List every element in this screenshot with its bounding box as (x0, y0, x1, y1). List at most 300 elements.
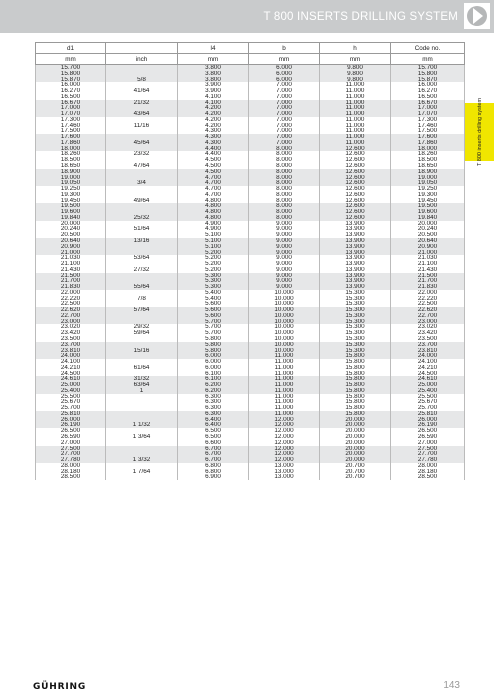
cell-code: 18.000 (391, 146, 465, 152)
cell-b: 11.000 (249, 382, 320, 388)
cell-h: 20.000 (320, 440, 391, 446)
cell-l4: 6.300 (178, 405, 249, 411)
cell-d1: 15.700 (36, 65, 106, 71)
cell-code: 20.900 (391, 244, 465, 250)
cell-code: 25.670 (391, 399, 465, 405)
cell-d1: 16.000 (36, 82, 106, 88)
cell-inch: 31/32 (106, 376, 178, 382)
cell-l4: 4.800 (178, 203, 249, 209)
cell-h: 15.300 (320, 348, 391, 354)
cell-h: 15.300 (320, 330, 391, 336)
cell-b: 10.000 (249, 290, 320, 296)
cell-inch: 21/32 (106, 100, 178, 106)
cell-d1: 20.240 (36, 226, 106, 232)
cell-d1: 23.420 (36, 330, 106, 336)
cell-h: 13.900 (320, 267, 391, 273)
cell-code: 21.830 (391, 284, 465, 290)
cell-l4: 6.700 (178, 457, 249, 463)
cell-d1: 26.590 (36, 434, 106, 440)
cell-d1: 26.500 (36, 428, 106, 434)
cell-h: 15.300 (320, 307, 391, 313)
cell-b: 12.000 (249, 417, 320, 423)
cell-l4: 4.200 (178, 123, 249, 129)
cell-l4: 5.800 (178, 336, 249, 342)
cell-d1: 24.210 (36, 365, 106, 371)
cell-l4: 5.800 (178, 342, 249, 348)
cell-l4: 6.500 (178, 428, 249, 434)
cell-d1: 22.620 (36, 307, 106, 313)
cell-d1: 23.000 (36, 319, 106, 325)
cell-b: 9.000 (249, 221, 320, 227)
cell-h: 11.000 (320, 111, 391, 117)
cell-code: 26.190 (391, 422, 465, 428)
cell-code: 17.070 (391, 111, 465, 117)
cell-d1: 17.600 (36, 134, 106, 140)
cell-code: 19.000 (391, 175, 465, 181)
cell-h: 20.700 (320, 469, 391, 475)
cell-d1: 22.700 (36, 313, 106, 319)
cell-h: 15.800 (320, 353, 391, 359)
footer-logo: GÜHRING (33, 682, 87, 692)
col-header-inch (106, 43, 178, 54)
cell-b: 10.000 (249, 307, 320, 313)
cell-code: 28.500 (391, 474, 465, 480)
cell-h: 15.800 (320, 411, 391, 417)
cell-inch: 43/64 (106, 111, 178, 117)
cell-d1: 26.000 (36, 417, 106, 423)
cell-code: 22.700 (391, 313, 465, 319)
cell-h: 15.800 (320, 359, 391, 365)
cell-d1: 24.610 (36, 376, 106, 382)
cell-code: 21.500 (391, 273, 465, 279)
cell-d1: 23.500 (36, 336, 106, 342)
cell-h: 12.600 (320, 157, 391, 163)
cell-h: 11.000 (320, 128, 391, 134)
cell-d1: 28.500 (36, 474, 106, 480)
unit-code: mm (391, 54, 465, 65)
cell-d1: 18.260 (36, 151, 106, 157)
cell-code: 21.430 (391, 267, 465, 273)
cell-code: 19.050 (391, 180, 465, 186)
cell-b: 9.000 (249, 226, 320, 232)
cell-code: 27.000 (391, 440, 465, 446)
cell-code: 17.860 (391, 140, 465, 146)
cell-inch: 61/64 (106, 365, 178, 371)
cell-b: 12.000 (249, 451, 320, 457)
cell-h: 11.000 (320, 88, 391, 94)
cell-inch: 53/64 (106, 255, 178, 261)
cell-code: 16.270 (391, 88, 465, 94)
cell-code: 19.840 (391, 215, 465, 221)
cell-inch: 55/64 (106, 284, 178, 290)
cell-code: 26.500 (391, 428, 465, 434)
cell-code: 24.500 (391, 371, 465, 377)
cell-b: 11.000 (249, 411, 320, 417)
cell-l4: 5.100 (178, 232, 249, 238)
cell-h: 13.900 (320, 278, 391, 284)
cell-d1: 18.500 (36, 157, 106, 163)
cell-code: 20.640 (391, 238, 465, 244)
cell-code: 19.250 (391, 186, 465, 192)
col-header-h: h (320, 43, 391, 54)
cell-code: 17.500 (391, 128, 465, 134)
page-number: 143 (443, 680, 460, 691)
cell-b: 12.000 (249, 440, 320, 446)
cell-l4: 6.900 (178, 474, 249, 480)
cell-d1: 25.000 (36, 382, 106, 388)
cell-h: 13.900 (320, 244, 391, 250)
unit-h: mm (320, 54, 391, 65)
cell-l4: 6.300 (178, 411, 249, 417)
cell-b: 10.000 (249, 313, 320, 319)
cell-b: 8.000 (249, 151, 320, 157)
cell-l4: 6.500 (178, 434, 249, 440)
cell-l4: 4.400 (178, 151, 249, 157)
inserts-table (35, 42, 465, 480)
cell-inch: 23/32 (106, 151, 178, 157)
cell-b: 9.000 (249, 238, 320, 244)
cell-code: 24.000 (391, 353, 465, 359)
table-row (36, 474, 465, 480)
cell-d1: 27.500 (36, 446, 106, 452)
cell-h: 15.300 (320, 336, 391, 342)
cell-d1: 19.050 (36, 180, 106, 186)
cell-l4: 4.800 (178, 215, 249, 221)
unit-b: mm (249, 54, 320, 65)
cell-h: 9.800 (320, 77, 391, 83)
cell-h: 11.000 (320, 105, 391, 111)
cell-l4: 3.900 (178, 88, 249, 94)
cell-l4: 5.700 (178, 319, 249, 325)
cell-code: 25.810 (391, 411, 465, 417)
cell-l4: 5.600 (178, 301, 249, 307)
cell-d1: 20.640 (36, 238, 106, 244)
col-header-l4: l4 (178, 43, 249, 54)
cell-l4: 5.700 (178, 330, 249, 336)
cell-code: 24.100 (391, 359, 465, 365)
cell-h: 13.900 (320, 255, 391, 261)
cell-inch: 5/8 (106, 77, 178, 83)
cell-code: 23.020 (391, 324, 465, 330)
cell-b: 8.000 (249, 146, 320, 152)
cell-b: 7.000 (249, 82, 320, 88)
cell-d1: 21.100 (36, 261, 106, 267)
cell-h: 15.300 (320, 290, 391, 296)
cell-d1: 19.500 (36, 203, 106, 209)
cell-h: 12.600 (320, 209, 391, 215)
cell-h: 11.000 (320, 123, 391, 129)
cell-l4: 6.300 (178, 394, 249, 400)
cell-h: 13.900 (320, 221, 391, 227)
cell-b: 11.000 (249, 365, 320, 371)
cell-l4: 6.100 (178, 376, 249, 382)
cell-h: 20.000 (320, 451, 391, 457)
cell-d1: 19.840 (36, 215, 106, 221)
cell-code: 26.000 (391, 417, 465, 423)
cell-b: 9.000 (249, 267, 320, 273)
cell-l4: 6.200 (178, 382, 249, 388)
cell-inch: 1 1/32 (106, 422, 178, 428)
cell-b: 8.000 (249, 169, 320, 175)
cell-code: 21.030 (391, 255, 465, 261)
cell-d1: 17.070 (36, 111, 106, 117)
cell-inch: 3/4 (106, 180, 178, 186)
cell-code: 19.500 (391, 203, 465, 209)
cell-code: 21.100 (391, 261, 465, 267)
cell-h: 20.000 (320, 434, 391, 440)
cell-h: 12.600 (320, 175, 391, 181)
cell-l4: 6.800 (178, 469, 249, 475)
cell-l4: 4.700 (178, 180, 249, 186)
cell-l4: 4.700 (178, 175, 249, 181)
cell-code: 21.000 (391, 250, 465, 256)
cell-l4: 6.800 (178, 463, 249, 469)
cell-code: 25.700 (391, 405, 465, 411)
cell-b: 6.000 (249, 77, 320, 83)
cell-h: 15.800 (320, 382, 391, 388)
cell-d1: 17.500 (36, 128, 106, 134)
cell-b: 12.000 (249, 434, 320, 440)
cell-b: 11.000 (249, 388, 320, 394)
cell-h: 20.700 (320, 474, 391, 480)
cell-b: 7.000 (249, 134, 320, 140)
cell-code: 26.590 (391, 434, 465, 440)
cell-inch: 29/32 (106, 324, 178, 330)
cell-code: 23.000 (391, 319, 465, 325)
cell-inch: 47/64 (106, 163, 178, 169)
cell-b: 10.000 (249, 330, 320, 336)
cell-code: 23.420 (391, 330, 465, 336)
unit-row (36, 54, 465, 65)
cell-l4: 5.200 (178, 250, 249, 256)
cell-b: 7.000 (249, 105, 320, 111)
cell-l4: 5.400 (178, 290, 249, 296)
cell-inch: 11/16 (106, 123, 178, 129)
cell-d1: 28.180 (36, 469, 106, 475)
cell-inch: 51/64 (106, 226, 178, 232)
cell-inch: 27/32 (106, 267, 178, 273)
cell-d1: 19.000 (36, 175, 106, 181)
cell-d1: 25.810 (36, 411, 106, 417)
cell-l4: 4.200 (178, 117, 249, 123)
cell-inch: 49/64 (106, 198, 178, 204)
cell-l4: 5.300 (178, 273, 249, 279)
cell-b: 10.000 (249, 342, 320, 348)
cell-b: 9.000 (249, 255, 320, 261)
cell-b: 8.000 (249, 203, 320, 209)
cell-d1: 16.670 (36, 100, 106, 106)
cell-h: 12.600 (320, 151, 391, 157)
cell-b: 8.000 (249, 180, 320, 186)
header-row (36, 43, 465, 54)
cell-code: 28.000 (391, 463, 465, 469)
cell-d1: 25.400 (36, 388, 106, 394)
cell-h: 15.300 (320, 324, 391, 330)
cell-d1: 21.500 (36, 273, 106, 279)
cell-inch: 57/64 (106, 307, 178, 313)
col-header-b: b (249, 43, 320, 54)
cell-l4: 5.200 (178, 255, 249, 261)
cell-h: 20.000 (320, 422, 391, 428)
cell-b: 11.000 (249, 376, 320, 382)
cell-code: 18.260 (391, 151, 465, 157)
cell-d1: 25.700 (36, 405, 106, 411)
cell-l4: 4.100 (178, 100, 249, 106)
cell-inch: 1 7/64 (106, 469, 178, 475)
cell-l4: 5.200 (178, 267, 249, 273)
cell-d1: 22.000 (36, 290, 106, 296)
cell-code: 18.900 (391, 169, 465, 175)
cell-d1: 25.500 (36, 394, 106, 400)
unit-l4: mm (178, 54, 249, 65)
cell-l4: 3.800 (178, 71, 249, 77)
cell-h: 15.300 (320, 313, 391, 319)
cell-l4: 5.700 (178, 324, 249, 330)
cell-inch: 1 3/32 (106, 457, 178, 463)
cell-l4: 6.400 (178, 422, 249, 428)
cell-code: 16.670 (391, 100, 465, 106)
cell-l4: 6.400 (178, 417, 249, 423)
cell-b: 7.000 (249, 140, 320, 146)
cell-l4: 6.000 (178, 353, 249, 359)
cell-b: 11.000 (249, 405, 320, 411)
cell-l4: 5.800 (178, 348, 249, 354)
cell-b: 8.000 (249, 198, 320, 204)
cell-d1: 18.900 (36, 169, 106, 175)
cell-l4: 5.100 (178, 244, 249, 250)
cell-code: 27.700 (391, 451, 465, 457)
cell-h: 11.000 (320, 82, 391, 88)
cell-b: 11.000 (249, 353, 320, 359)
cell-code: 19.300 (391, 192, 465, 198)
cell-d1: 28.000 (36, 463, 106, 469)
cell-h: 11.000 (320, 140, 391, 146)
cell-l4: 6.200 (178, 388, 249, 394)
cell-code: 23.500 (391, 336, 465, 342)
cell-l4: 3.800 (178, 77, 249, 83)
cell-b: 13.000 (249, 469, 320, 475)
cell-h: 12.600 (320, 192, 391, 198)
cell-d1: 22.500 (36, 301, 106, 307)
cell-inch: 25/32 (106, 215, 178, 221)
cell-b: 10.000 (249, 296, 320, 302)
cell-l4: 4.500 (178, 163, 249, 169)
cell-inch: 7/8 (106, 296, 178, 302)
cell-inch: 1 (106, 388, 178, 394)
cell-code: 17.000 (391, 105, 465, 111)
cell-code: 19.600 (391, 209, 465, 215)
cell-l4: 4.300 (178, 134, 249, 140)
cell-code: 16.500 (391, 94, 465, 100)
cell-code: 21.700 (391, 278, 465, 284)
table-body (36, 65, 465, 481)
cell-d1: 27.000 (36, 440, 106, 446)
cell-b: 10.000 (249, 336, 320, 342)
cell-code: 27.500 (391, 446, 465, 452)
cell-d1: 24.000 (36, 353, 106, 359)
cell-b: 11.000 (249, 359, 320, 365)
cell-h: 11.000 (320, 100, 391, 106)
cell-code: 15.700 (391, 65, 465, 71)
cell-h: 15.300 (320, 296, 391, 302)
cell-h: 20.700 (320, 463, 391, 469)
cell-h: 11.000 (320, 94, 391, 100)
cell-code: 25.000 (391, 382, 465, 388)
cell-h: 12.600 (320, 146, 391, 152)
cell-h: 13.900 (320, 232, 391, 238)
cell-d1: 19.300 (36, 192, 106, 198)
cell-b: 9.000 (249, 250, 320, 256)
cell-l4: 6.700 (178, 451, 249, 457)
cell-l4: 4.100 (178, 94, 249, 100)
cell-l4: 4.900 (178, 226, 249, 232)
cell-l4: 4.700 (178, 186, 249, 192)
cell-inch: 13/16 (106, 238, 178, 244)
cell-d1: 21.830 (36, 284, 106, 290)
cell-code: 17.300 (391, 117, 465, 123)
cell-b: 10.000 (249, 348, 320, 354)
cell-d1: 19.450 (36, 198, 106, 204)
cell-code: 28.180 (391, 469, 465, 475)
cell-code: 18.650 (391, 163, 465, 169)
cell-h: 15.800 (320, 376, 391, 382)
cell-d1: 21.000 (36, 250, 106, 256)
cell-h: 9.800 (320, 65, 391, 71)
cell-d1: 25.670 (36, 399, 106, 405)
cell-d1: 20.000 (36, 221, 106, 227)
cell-h: 11.000 (320, 117, 391, 123)
cell-b: 8.000 (249, 215, 320, 221)
col-header-code: Code no. (391, 43, 465, 54)
cell-code: 17.600 (391, 134, 465, 140)
cell-b: 10.000 (249, 324, 320, 330)
cell-b: 9.000 (249, 232, 320, 238)
unit-d1: mm (36, 54, 106, 65)
cell-code: 27.780 (391, 457, 465, 463)
cell-l4: 6.000 (178, 359, 249, 365)
cell-l4: 5.600 (178, 307, 249, 313)
cell-inch: 63/64 (106, 382, 178, 388)
cell-d1: 17.860 (36, 140, 106, 146)
cell-b: 7.000 (249, 111, 320, 117)
cell-l4: 5.600 (178, 313, 249, 319)
cell-code: 24.210 (391, 365, 465, 371)
cell-b: 7.000 (249, 123, 320, 129)
cell-l4: 3.800 (178, 65, 249, 71)
cell-h: 15.300 (320, 342, 391, 348)
cell-d1: 20.900 (36, 244, 106, 250)
cell-d1: 19.600 (36, 209, 106, 215)
cell-l4: 3.900 (178, 82, 249, 88)
cell-d1: 21.700 (36, 278, 106, 284)
cell-l4: 4.500 (178, 169, 249, 175)
cell-l4: 6.300 (178, 399, 249, 405)
cell-d1: 26.190 (36, 422, 106, 428)
cell-h: 12.600 (320, 163, 391, 169)
cell-l4: 5.300 (178, 278, 249, 284)
cell-h: 13.900 (320, 226, 391, 232)
cell-b: 11.000 (249, 394, 320, 400)
side-tab-label: T 800 inserts drilling system (476, 97, 483, 167)
cell-b: 13.000 (249, 474, 320, 480)
cell-code: 20.240 (391, 226, 465, 232)
cell-l4: 4.200 (178, 111, 249, 117)
cell-inch: 41/64 (106, 88, 178, 94)
cell-b: 13.000 (249, 463, 320, 469)
cell-l4: 6.100 (178, 371, 249, 377)
cell-b: 7.000 (249, 94, 320, 100)
cell-l4: 4.700 (178, 192, 249, 198)
